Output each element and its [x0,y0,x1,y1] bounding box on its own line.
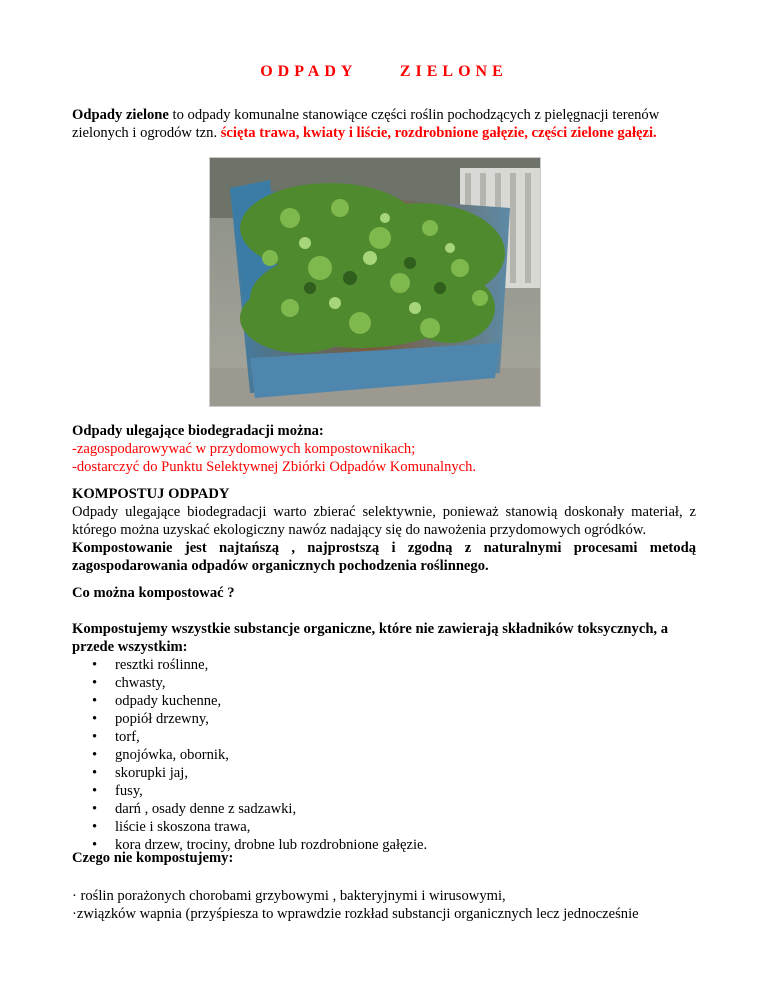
biodegradable-option: -zagospodarowywać w przydomowych kompostownikach; [72,441,416,457]
list-item-text: resztki roślinne, [115,657,209,673]
compost-section [72,485,696,575]
list-item [72,674,696,692]
compost-text: Odpady ulegające biodegradacji warto zbierać selektywnie, ponieważ stanowią doskonały materiał, z którego można uzyskać ekologiczny nawóz nadający się do nawożenia przydomowych ogródków. [72,504,696,538]
bullet-icon: • [92,801,98,817]
list-item-text: skorupki jaj, [115,765,188,781]
intro-text: to odpady komunalne stanowiące części roślin pochodzących z pielęgnacji terenów zielonych i ogrodów tzn. [72,107,660,141]
bullet-icon: • [92,729,98,745]
page-title: ODPADY ZIELONE [260,63,508,80]
bullet-icon: • [92,675,98,691]
bullet-icon: • [92,783,98,799]
list-item-text: liście i skoszona trawa, [115,819,251,835]
compost-bold-text: Kompostowanie jest najtańszą , najprostszą i zgodną z naturalnymi procesami metodą zagospodarowania odpadów organicznych pochodzenia roślinnego. [72,540,696,574]
can-compost-lead: Kompostujemy wszystkie substancje organiczne, które nie zawierają składników toksycznych, a przede wszystkim: [72,621,669,655]
list-item-text: fusy, [115,783,143,799]
list-item [72,728,696,746]
biodegradable-section [72,422,696,476]
list-item [72,656,696,674]
bullet-icon: • [92,693,98,709]
bullet-icon: • [92,711,98,727]
biodegradable-option: -dostarczyć do Punktu Selektywnej Zbiórki Odpadów Komunalnych. [72,459,477,475]
intro-paragraph [72,106,712,142]
list-item [72,782,696,800]
compost-heading: KOMPOSTUJ ODPADY [72,486,230,502]
list-item-text: torf, [115,729,140,745]
intro-term: Odpady zielone [72,107,169,123]
cannot-compost-item: · roślin porażonych chorobami grzybowymi , bakteryjnymi i wirusowymi, [72,888,506,904]
list-item-text: chwasty, [115,675,166,691]
green-waste-container-photo [209,157,541,407]
can-compost-list [72,656,696,854]
cannot-compost-section [72,887,712,923]
list-item-text: popiół drzewny, [115,711,209,727]
intro-examples: ścięta trawa, kwiaty i liście, rozdrobnione gałęzie, części zielone gałęzi. [220,125,657,141]
question-heading: Co można kompostować ? [72,585,235,601]
list-item-text: gnojówka, obornik, [115,747,229,763]
list-item-text: darń , osady denne z sadzawki, [115,801,297,817]
list-item [72,692,696,710]
bullet-icon: • [92,837,98,853]
list-item [72,746,696,764]
bullet-icon: • [92,765,98,781]
list-item [72,764,696,782]
bullet-icon: • [92,819,98,835]
list-item-text: kora drzew, trociny, drobne lub rozdrobnione gałęzie. [115,837,428,853]
list-item [72,818,696,836]
list-item [72,710,696,728]
biodegradable-heading: Odpady ulegające biodegradacji można: [72,423,324,439]
list-item-text: odpady kuchenne, [115,693,222,709]
bullet-icon: • [92,747,98,763]
can-compost-section [72,620,696,854]
cannot-compost-item: ·związków wapnia (przyśpiesza to wprawdzie rozkład substancji organicznych lecz jednocześnie [72,906,639,922]
list-item [72,800,696,818]
bullet-icon: • [92,657,98,673]
cannot-compost-heading: Czego nie kompostujemy: [72,850,234,866]
